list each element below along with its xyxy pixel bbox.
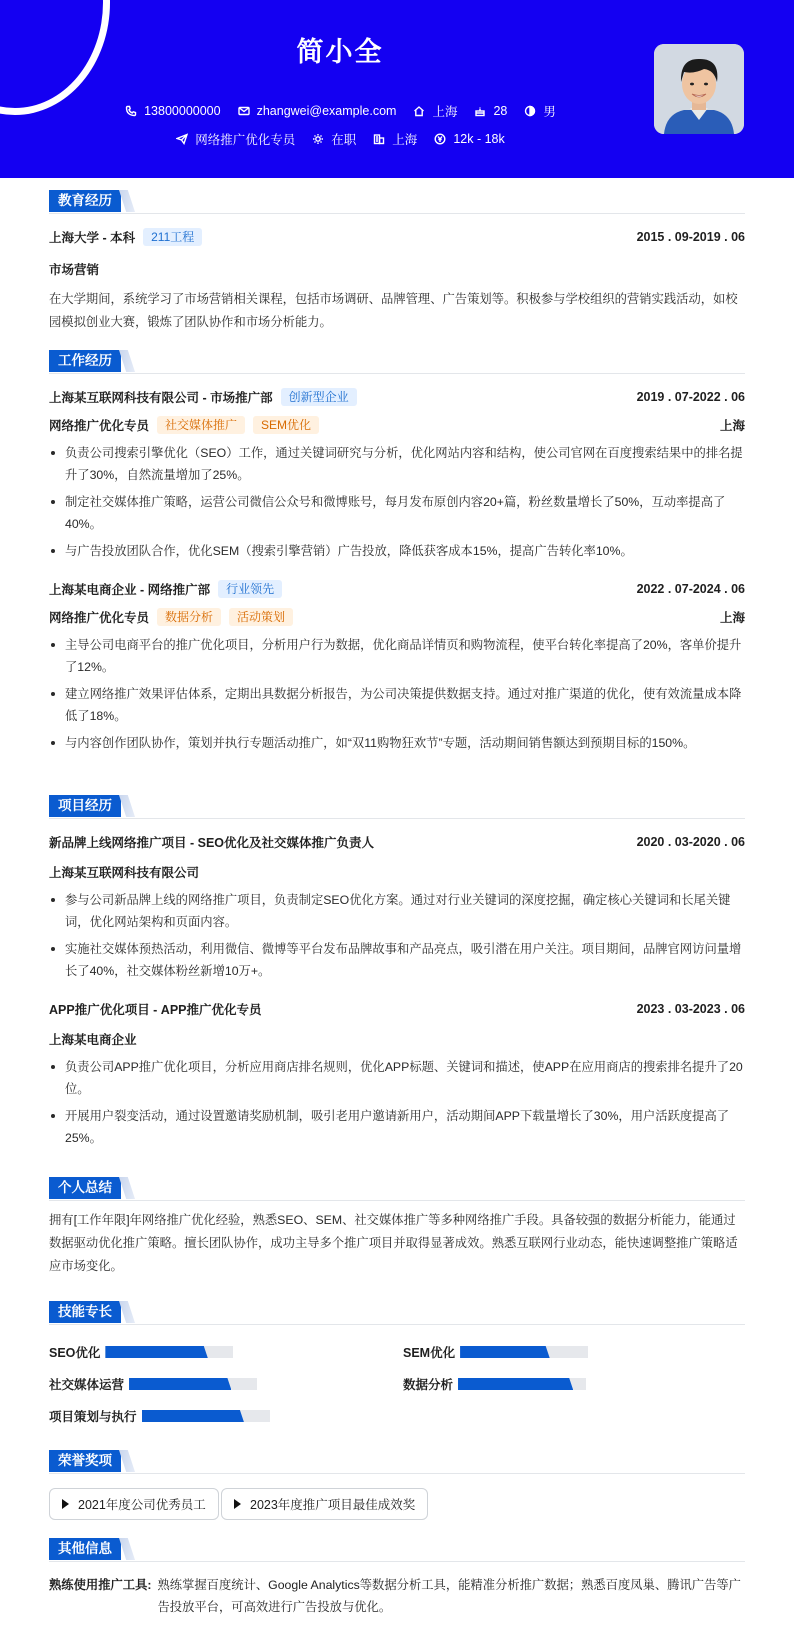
- skill-item: [403, 1343, 588, 1361]
- target-job-value: 网络推广优化专员: [195, 133, 296, 147]
- skill-name: SEM优化: [403, 1346, 456, 1360]
- work-head: [49, 580, 745, 598]
- list-item: 开展用户裂变活动，通过设置邀请奖励机制，吸引老用户邀请新用户，活动期间APP下载量增长了30%，用户活跃度提高了25%。: [49, 1105, 745, 1149]
- status-item: [311, 130, 356, 148]
- title-decoration: [119, 350, 135, 372]
- section-title-bar: [49, 350, 745, 374]
- send-icon: [175, 132, 189, 146]
- role-name: 网络推广优化专员: [49, 419, 150, 433]
- target-job-item: [175, 130, 295, 148]
- company-badge: 创新型企业: [281, 388, 357, 406]
- project-name: APP推广优化项目 - APP推广优化专员: [49, 1003, 262, 1017]
- project-period: 2023 . 03-2023 . 06: [636, 1002, 745, 1016]
- education-head: [49, 228, 745, 246]
- section-title: 教育经历: [49, 190, 121, 212]
- section-title-bar: [49, 1450, 745, 1474]
- projects-section: [49, 795, 745, 1154]
- contact-row: [0, 102, 680, 120]
- project-entry: [49, 833, 745, 982]
- role-name: 网络推广优化专员: [49, 611, 150, 625]
- list-item: 负责公司APP推广优化项目，分析应用商店排名规则，优化APP标题、关键词和描述，使APP在应用商店的搜索排名提升了20位。: [49, 1056, 745, 1100]
- skill-bar-fill: [460, 1346, 550, 1358]
- project-company: 上海某互联网科技有限公司: [49, 866, 200, 880]
- target-city-item: [372, 130, 417, 148]
- list-item: 负责公司搜索引擎优化（SEO）工作，通过关键词研究与分析，优化网站内容和结构，使公司官网在百度搜索结果中的排名提升了30%，自然流量增加了25%。: [49, 442, 745, 486]
- resume-header: [0, 0, 794, 178]
- title-decoration: [119, 190, 135, 212]
- major: 市场营销: [49, 263, 100, 277]
- project-entry: [49, 1000, 745, 1149]
- phone-icon: [124, 104, 138, 118]
- project-bullets: [49, 889, 745, 982]
- skill-bar: [142, 1410, 270, 1422]
- award-chip: [49, 1488, 219, 1520]
- project-bullets: [49, 1056, 745, 1149]
- section-title-bar: [49, 795, 745, 819]
- work-period: 2022 . 07-2024 . 06: [636, 582, 745, 596]
- work-location: 上海: [719, 611, 745, 625]
- role-tag: 社交媒体推广: [157, 416, 245, 434]
- avatar: [654, 44, 744, 134]
- education-period: 2015 . 09-2019 . 06: [636, 230, 745, 244]
- home-icon: [412, 104, 426, 118]
- other-info-text: 熟练掌握百度统计、Google Analytics等数据分析工具，能精准分析推广数据；熟悉百度凤巢、腾讯广告等广告投放平台，可高效进行广告投放与优化。: [157, 1578, 741, 1614]
- skill-bar: [105, 1346, 233, 1358]
- skill-name: SEO优化: [49, 1346, 101, 1360]
- skill-item: [403, 1375, 586, 1393]
- awards-list: [49, 1474, 745, 1522]
- play-icon: [62, 1499, 69, 1509]
- project-head: [49, 1000, 745, 1018]
- email-address: zhangwei@example.com: [256, 104, 397, 118]
- phone-number: 13800000000: [144, 104, 221, 118]
- city-item: [412, 102, 457, 120]
- skill-bar-fill: [105, 1346, 207, 1358]
- title-decoration: [119, 1450, 135, 1472]
- status-icon: [311, 132, 325, 146]
- role-row: [49, 608, 745, 626]
- phone-item: [124, 104, 220, 118]
- building-icon: [372, 132, 386, 146]
- skill-name: 项目策划与执行: [49, 1410, 137, 1424]
- award-label: 2023年度推广项目最佳成效奖: [250, 1498, 416, 1512]
- list-item: 主导公司电商平台的推广优化项目，分析用户行为数据，优化商品详情页和购物流程，使平台转化率提高了20%，客单价提升了12%。: [49, 634, 745, 678]
- project-period: 2020 . 03-2020 . 06: [636, 835, 745, 849]
- money-icon: [433, 132, 447, 146]
- summary-text: 拥有[工作年限]年网络推广优化经验，熟悉SEO、SEM、社交媒体推广等多种网络推广手段。具备较强的数据分析能力，能通过数据驱动优化推广策略。擅长团队协作，成功主导多个推广项目并取得显著成效。熟悉互联网行业动态，能快速调整推广策略适应市场变化。: [49, 1213, 738, 1273]
- list-item: 与内容创作团队协作，策划并执行专题活动推广，如“双11购物狂欢节”专题，活动期间销售额达到预期目标的150%。: [49, 732, 745, 754]
- other-info-label: 熟练使用推广工具:: [49, 1578, 152, 1592]
- mail-icon: [237, 104, 251, 118]
- status-value: 在职: [331, 133, 357, 147]
- section-title-bar: [49, 1301, 745, 1325]
- list-item: 与广告投放团队合作，优化SEM（搜索引擎营销）广告投放，降低获客成本15%，提高广告转化率10%。: [49, 540, 745, 562]
- list-item: 参与公司新品牌上线的网络推广项目，负责制定SEO优化方案。通过对行业关键词的深度挖掘，确定核心关键词和长尾关键词，优化网站架构和页面内容。: [49, 889, 745, 933]
- title-decoration: [119, 1301, 135, 1323]
- work-period: 2019 . 07-2022 . 06: [636, 390, 745, 404]
- summary-section: [49, 1177, 745, 1278]
- skill-name: 数据分析: [403, 1378, 454, 1392]
- gender-value: 男: [543, 105, 556, 119]
- list-item: 建立网络推广效果评估体系，定期出具数据分析报告，为公司决策提供数据支持。通过对推广渠道的优化，使有效流量成本降低了18%。: [49, 683, 745, 727]
- project-company: 上海某电商企业: [49, 1033, 137, 1047]
- project-head: [49, 833, 745, 851]
- skill-item: [49, 1407, 270, 1425]
- company-name: 上海某电商企业 - 网络推广部: [49, 583, 211, 597]
- skill-name: 社交媒体运营: [49, 1378, 125, 1392]
- project-name: 新品牌上线网络推广项目 - SEO优化及社交媒体推广负责人: [49, 836, 375, 850]
- award-label: 2021年度公司优秀员工: [78, 1498, 206, 1512]
- play-icon: [234, 1499, 241, 1509]
- company-name: 上海某互联网科技有限公司 - 市场推广部: [49, 391, 273, 405]
- role-tag: SEM优化: [253, 416, 319, 434]
- section-title: 技能专长: [49, 1301, 121, 1323]
- job-intent-row: [0, 130, 680, 148]
- company-badge: 行业领先: [218, 580, 282, 598]
- role-row: [49, 416, 745, 434]
- section-title: 荣誉奖项: [49, 1450, 121, 1472]
- other-section: [49, 1538, 745, 1618]
- email-item: [237, 104, 397, 118]
- skill-bar-fill: [142, 1410, 244, 1422]
- list-item: 制定社交媒体推广策略，运营公司微信公众号和微博账号，每月发布原创内容20+篇，粉丝数量增长了50%，互动率提高了40%。: [49, 491, 745, 535]
- skill-bar: [460, 1346, 588, 1358]
- education-desc: 在大学期间，系统学习了市场营销相关课程，包括市场调研、品牌管理、广告策划等。积极参与学校组织的营销实践活动，如校园模拟创业大赛，锻炼了团队协作和市场分析能力。: [49, 292, 738, 329]
- school-badge: 211工程: [143, 228, 202, 246]
- section-title-bar: [49, 1177, 745, 1201]
- skill-bar-fill: [129, 1378, 231, 1390]
- title-decoration: [119, 1538, 135, 1560]
- list-item: 实施社交媒体预热活动，利用微信、微博等平台发布品牌故事和产品亮点，吸引潜在用户关注。项目期间，品牌官网访问量增长了40%，社交媒体粉丝新增10万+。: [49, 938, 745, 982]
- target-city-value: 上海: [392, 133, 418, 147]
- section-title: 个人总结: [49, 1177, 121, 1199]
- role-tag: 活动策划: [229, 608, 293, 626]
- work-location: 上海: [719, 419, 745, 433]
- section-title-bar: [49, 190, 745, 214]
- city-value: 上海: [432, 105, 458, 119]
- age-item: [473, 104, 507, 118]
- title-decoration: [119, 795, 135, 817]
- work-bullets: [49, 442, 745, 562]
- skill-bar: [129, 1378, 257, 1390]
- salary-value: 12k - 18k: [453, 132, 505, 146]
- school-name: 上海大学 - 本科: [49, 231, 136, 245]
- awards-section: [49, 1450, 745, 1522]
- skills-section: [49, 1301, 745, 1425]
- section-title: 其他信息: [49, 1538, 121, 1560]
- section-title: 项目经历: [49, 795, 121, 817]
- work-entry: [49, 388, 745, 562]
- skills-grid: [49, 1325, 745, 1425]
- title-decoration: [119, 1177, 135, 1199]
- skill-item: [49, 1375, 257, 1393]
- candidate-name: 简小全: [296, 37, 384, 67]
- salary-item: [433, 132, 504, 146]
- skill-item: [49, 1343, 233, 1361]
- other-info-row: [49, 1574, 745, 1618]
- education-section: [49, 190, 745, 334]
- award-chip: [221, 1488, 428, 1520]
- skill-bar: [458, 1378, 586, 1390]
- age-value: 28: [493, 104, 508, 118]
- skill-bar-fill: [458, 1378, 573, 1390]
- work-bullets: [49, 634, 745, 754]
- section-title: 工作经历: [49, 350, 121, 372]
- work-section: [49, 350, 745, 759]
- section-title-bar: [49, 1538, 745, 1562]
- cake-icon: [473, 104, 487, 118]
- gender-icon: [523, 104, 537, 118]
- work-head: [49, 388, 745, 406]
- work-entry: [49, 580, 745, 754]
- gender-item: [523, 102, 556, 120]
- role-tag: 数据分析: [157, 608, 221, 626]
